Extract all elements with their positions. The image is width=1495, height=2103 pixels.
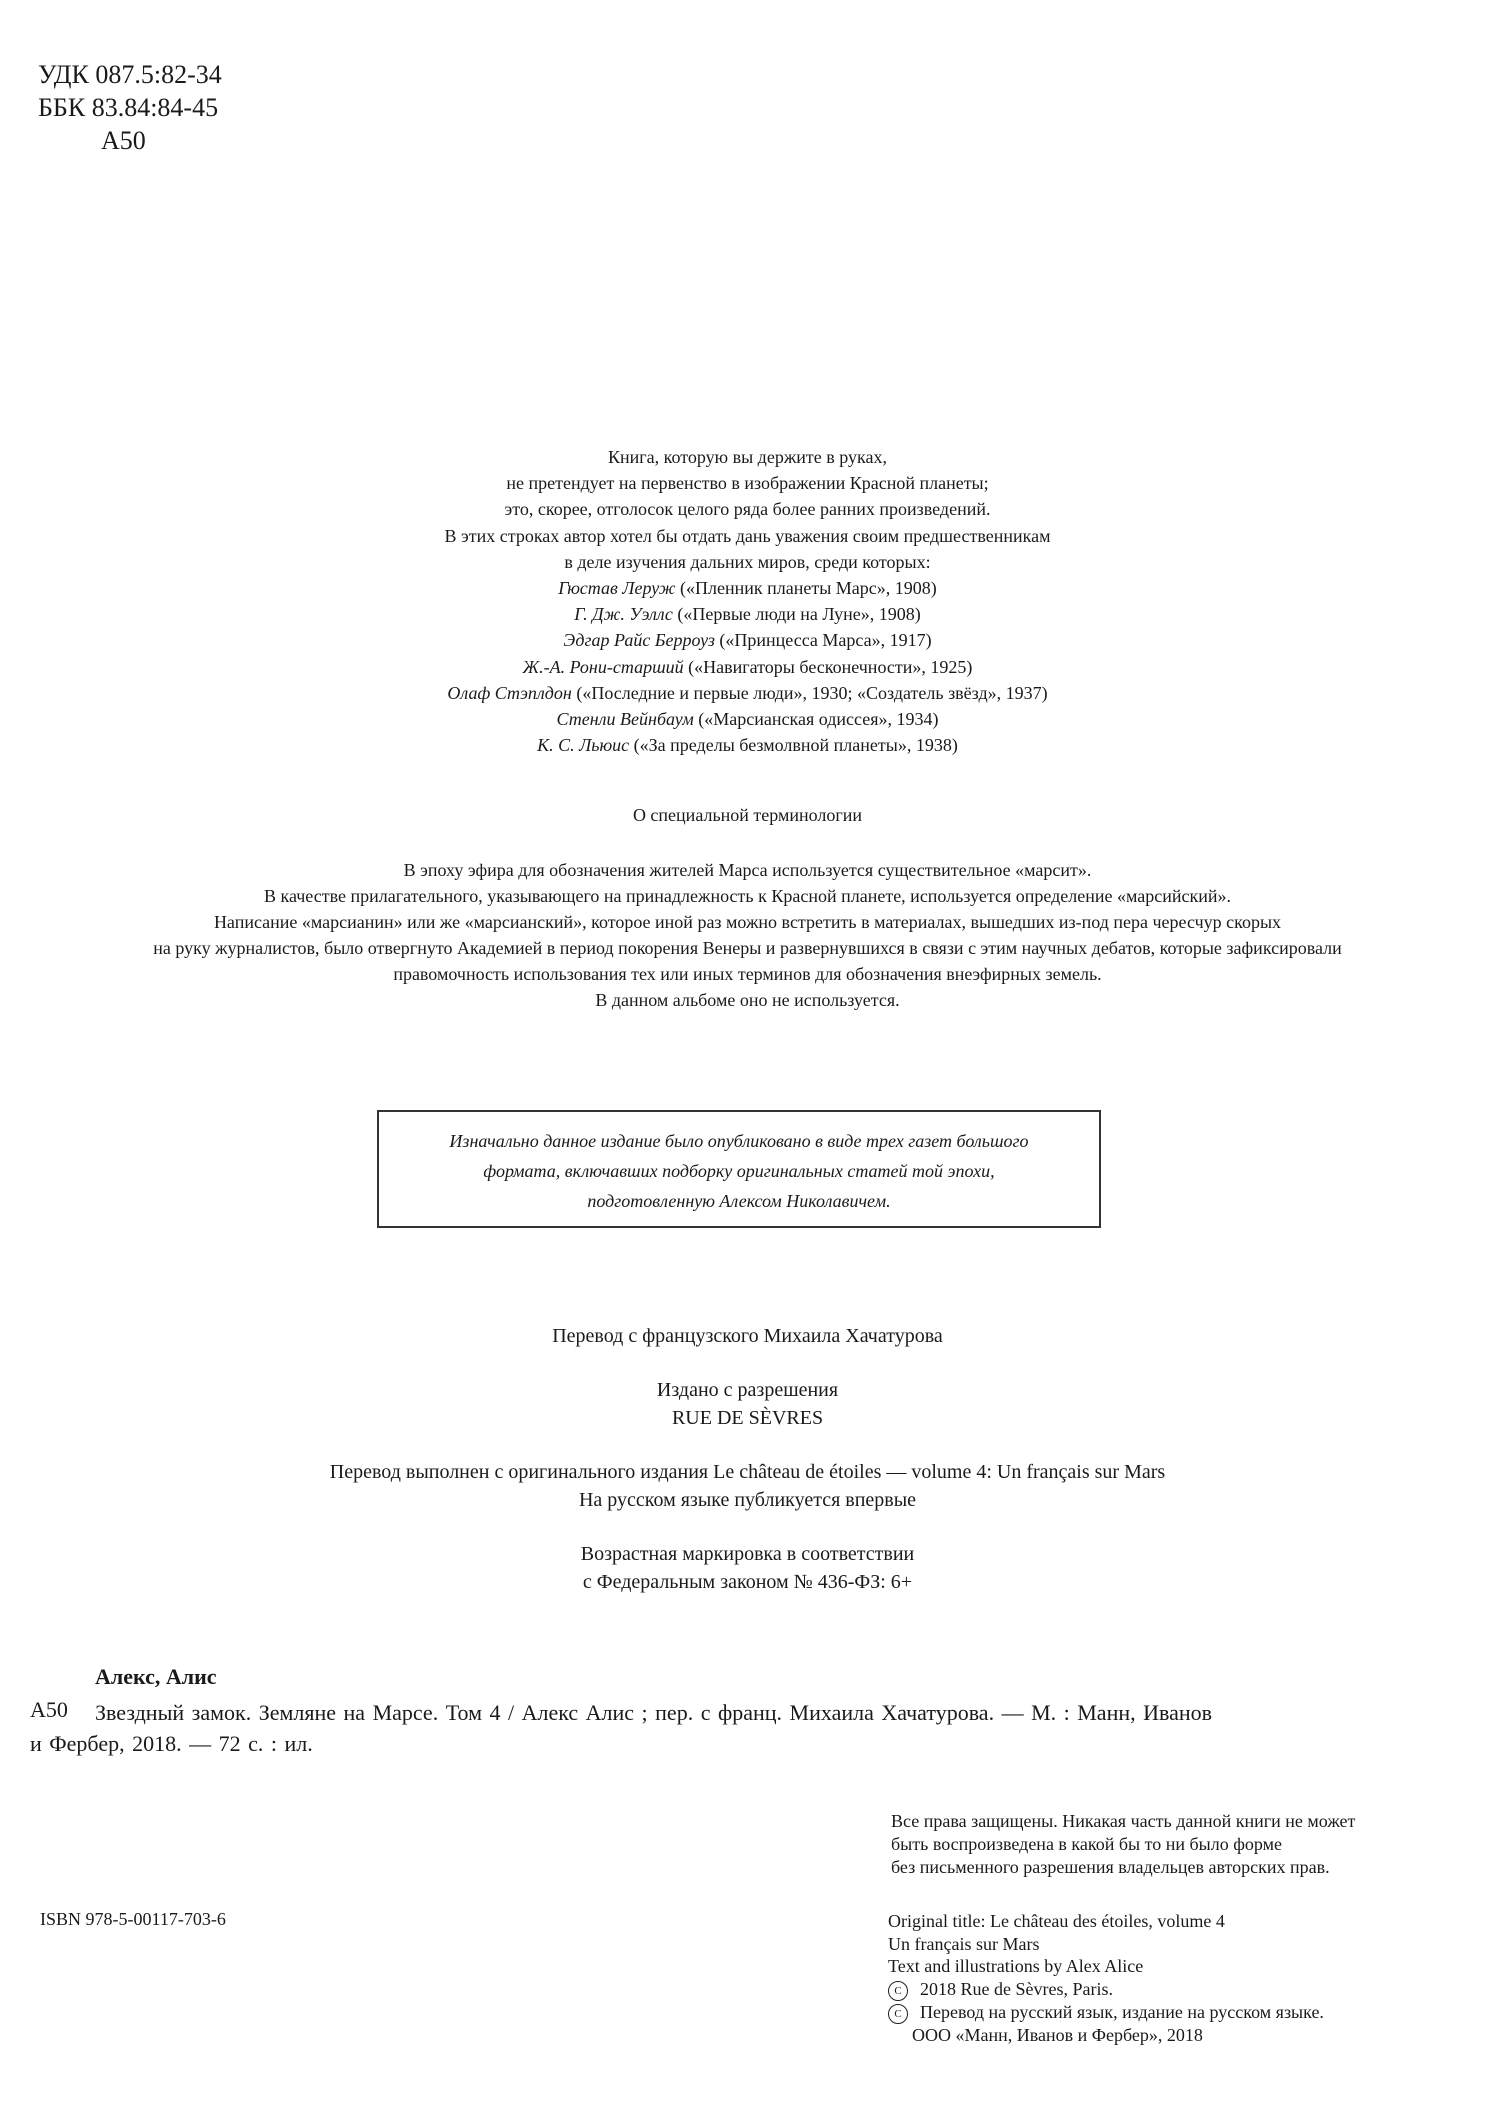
bbk-code: ББК 83.84:84-45 — [38, 93, 219, 122]
tribute-paragraph — [0, 444, 1495, 758]
work-item — [0, 680, 1495, 706]
copyright-line: C 2018 Rue de Sèvres, Paris. — [888, 1978, 1324, 2001]
work-author: Ж.-А. Рони-старший — [522, 656, 684, 677]
copyright-icon: C — [888, 2004, 908, 2024]
translator-credit: Перевод с французского Михаила Хачатурова — [552, 1325, 943, 1347]
work-item — [0, 654, 1495, 680]
work-author: К. С. Льюис — [537, 735, 630, 756]
work-author: Стенли Вейнбаум — [556, 709, 694, 730]
tribute-line: В этих строках автор хотел бы отдать дань уважения своим предшественникам — [444, 525, 1051, 546]
work-item — [0, 706, 1495, 732]
rights-line: без письменного разрешения владельцев авторских прав. — [891, 1857, 1330, 1877]
copyright-icon: C — [888, 1981, 908, 2001]
bib-line: и Фербер, 2018. — 72 с. : ил. — [30, 1731, 313, 1756]
work-author: Гюстав Леруж — [558, 578, 676, 599]
publisher-name: RUE DE SÈVRES — [671, 1407, 824, 1429]
isbn: ISBN 978-5-00117-703-6 — [40, 1909, 226, 1929]
terminology-heading: О специальной терминологии — [632, 805, 863, 825]
permission-line: Издано с разрешения — [656, 1379, 839, 1401]
author-index: А50 — [101, 126, 146, 155]
udk-code: УДК 087.5:82-34 — [38, 60, 222, 89]
work-title: («За пределы безмолвной планеты», 1938) — [629, 735, 958, 756]
work-title: («Навигаторы бесконечности», 1925) — [683, 656, 973, 677]
first-publication-line: На русском языке публикуется впервые — [578, 1489, 917, 1511]
age-rating-line: Возрастная маркировка в соответствии — [580, 1543, 915, 1565]
publication-note-box — [377, 1110, 1101, 1228]
note-line: формата, включавших подборку оригинальных статей той эпохи, — [483, 1161, 995, 1181]
classification-codes — [38, 58, 222, 157]
terminology-line: В качестве прилагательного, указывающего на принадлежность к Красной планете, используется определение «марсийский». — [264, 886, 1231, 906]
rights-line: Все права защищены. Никакая часть данной книги не может — [891, 1811, 1356, 1831]
terminology-paragraph — [0, 857, 1495, 1013]
original-subtitle: Un français sur Mars — [888, 1933, 1040, 1954]
work-title: («Принцесса Марса», 1917) — [714, 630, 932, 651]
work-title: («Пленник планеты Марс», 1908) — [675, 578, 937, 599]
original-edition-line: Перевод выполнен с оригинального издания Le château de étoiles — volume 4: Un français sur Mars — [329, 1461, 1166, 1483]
note-line: подготовленную Алексом Николавичем. — [587, 1191, 891, 1211]
work-item — [0, 601, 1495, 627]
note-line: Изначально данное издание было опубликовано в виде трех газет большого — [449, 1131, 1029, 1151]
copyright-holder: ООО «Манн, Иванов и Фербер», 2018 — [912, 2024, 1203, 2045]
original-title-info — [888, 1910, 1324, 2046]
bib-author: Алекс, Алис — [95, 1664, 217, 1689]
tribute-line: в деле изучения дальних миров, среди которых: — [564, 551, 931, 572]
work-title: («Последние и первые люди», 1930; «Создатель звёзд», 1937) — [571, 682, 1048, 703]
terminology-line: В данном альбоме оно не используется. — [595, 990, 900, 1010]
bib-index: А50 — [30, 1697, 68, 1722]
work-author: Г. Дж. Уэллс — [574, 604, 673, 625]
original-title: Original title: Le château des étoiles, volume 4 — [888, 1911, 1225, 1931]
work-author: Олаф Стэплдон — [447, 682, 572, 703]
rights-notice — [891, 1810, 1355, 1879]
terminology-line: Написание «марсианин» или же «марсианский», которое иной раз можно встретить в материалах, вышедших из-под пера чересчур скорых — [213, 912, 1282, 932]
work-item — [0, 575, 1495, 601]
bib-line: Звездный замок. Земляне на Марсе. Том 4 / Алекс Алис ; пер. с франц. Михаила Хачатурова. — М. : Манн, Иванов — [95, 1700, 1213, 1725]
tribute-line: это, скорее, отголосок целого ряда более ранних произведений. — [504, 499, 991, 520]
tribute-line: не претендует на первенство в изображении Красной планеты; — [506, 473, 989, 494]
age-rating-law: с Федеральным законом № 436-ФЗ: 6+ — [582, 1571, 913, 1593]
tribute-line: Книга, которую вы держите в руках, — [608, 447, 887, 467]
terminology-line: В эпоху эфира для обозначения жителей Марса используется существительное «марсит». — [403, 860, 1092, 880]
work-item — [0, 732, 1495, 758]
terminology-line: правомочность использования тех или иных терминов для обозначения внеэфирных земель. — [393, 964, 1102, 984]
illustration-credit: Text and illustrations by Alex Alice — [888, 1956, 1144, 1976]
work-title: («Марсианская одиссея», 1934) — [693, 709, 939, 730]
copyright-line: C Перевод на русский язык, издание на русском языке. — [888, 2001, 1324, 2024]
work-item — [0, 627, 1495, 653]
credits-section — [0, 1322, 1495, 1622]
work-title: («Первые люди на Луне», 1908) — [672, 604, 921, 625]
rights-line: быть воспроизведена в какой бы то ни было форме — [891, 1834, 1283, 1854]
work-author: Эдгар Райс Берроуз — [563, 630, 715, 651]
terminology-line: на руку журналистов, было отвергнуто Академией в период покорения Венеры и развернувшихся в связи с этим научных дебатов, которые зафиксировали — [153, 938, 1342, 958]
